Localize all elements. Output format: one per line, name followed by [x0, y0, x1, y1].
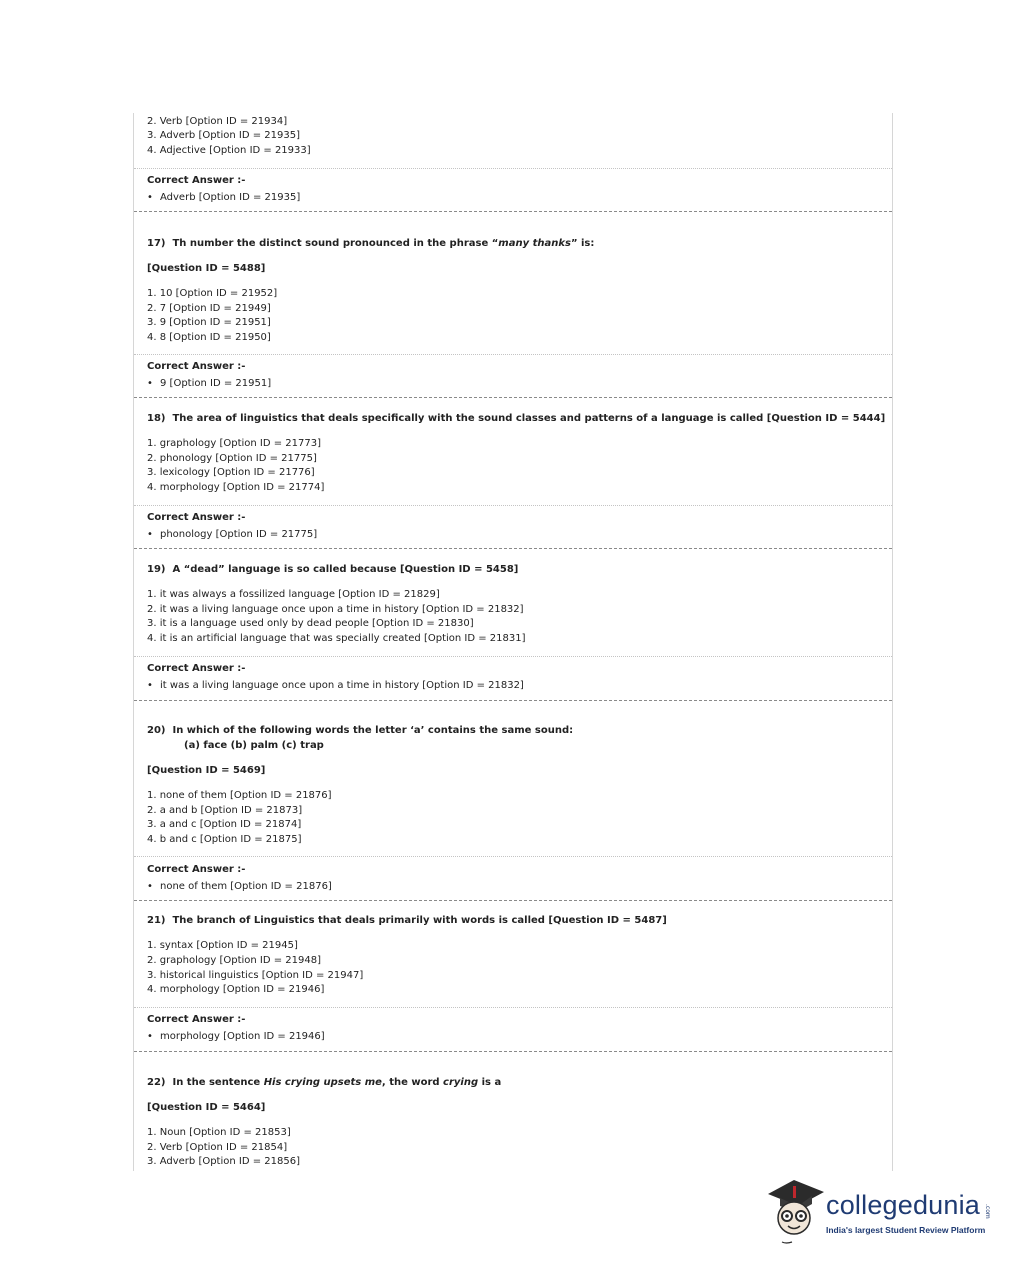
question-text-part: In which of the following words the letter ‘a’ contains the same sound:: [172, 725, 574, 736]
logo-tagline: India's largest Student Review Platform: [826, 1225, 986, 1235]
question-text: [147, 724, 573, 737]
divider: [134, 505, 892, 506]
option-item: 2. it was a living language once upon a time in history [Option ID = 21832]: [147, 604, 524, 615]
question-separator: [134, 397, 892, 398]
correct-answer: • morphology [Option ID = 21946]: [147, 1030, 325, 1043]
divider: [134, 168, 892, 169]
question-id: [Question ID = 5469]: [147, 765, 266, 776]
option-item: 4. morphology [Option ID = 21774]: [147, 482, 325, 493]
question-text-part: ” is:: [570, 238, 595, 249]
question-separator: [134, 900, 892, 901]
option-item: 3. Adverb [Option ID = 21856]: [147, 1156, 300, 1167]
question-text: [147, 1076, 501, 1089]
option-item: 4. b and c [Option ID = 21875]: [147, 834, 302, 845]
option-item: 2. a and b [Option ID = 21873]: [147, 805, 303, 816]
question-text: [147, 412, 885, 425]
option-item: 1. Noun [Option ID = 21853]: [147, 1127, 291, 1138]
mascot-icon: [764, 1176, 826, 1246]
question-text: [147, 563, 518, 576]
question-separator: [134, 700, 892, 701]
option-item: 1. 10 [Option ID = 21952]: [147, 288, 278, 299]
question-text-part: In the sentence: [172, 1077, 264, 1088]
correct-answer: • it was a living language once upon a time in history [Option ID = 21832]: [147, 679, 524, 692]
question-text-emphasis: many thanks: [498, 238, 571, 249]
question-number: 20): [147, 725, 166, 736]
question-id: [Question ID = 5464]: [147, 1102, 266, 1113]
option-item: 2. 7 [Option ID = 21949]: [147, 303, 271, 314]
option-item: 1. graphology [Option ID = 21773]: [147, 438, 322, 449]
option-item: 4. morphology [Option ID = 21946]: [147, 984, 325, 995]
question-separator: [134, 211, 892, 212]
question-text: [147, 914, 667, 927]
option-item: 2. graphology [Option ID = 21948]: [147, 955, 322, 966]
correct-answer: • phonology [Option ID = 21775]: [147, 528, 317, 541]
correct-answer-label: Correct Answer :-: [147, 864, 246, 875]
question-text: [147, 237, 594, 250]
option-item: 1. none of them [Option ID = 21876]: [147, 790, 332, 801]
question-separator: [134, 1051, 892, 1052]
option-item: 3. it is a language used only by dead people [Option ID = 21830]: [147, 618, 474, 629]
correct-answer-label: Correct Answer :-: [147, 361, 246, 372]
option-item: 4. it is an artificial language that was specially created [Option ID = 21831]: [147, 633, 526, 644]
question-number: 22): [147, 1077, 166, 1088]
option-item: 3. Adverb [Option ID = 21935]: [147, 130, 300, 141]
correct-answer-label: Correct Answer :-: [147, 663, 246, 674]
option-item: 3. historical linguistics [Option ID = 21947]: [147, 970, 364, 981]
option-item: 3. 9 [Option ID = 21951]: [147, 317, 271, 328]
question-subtext: (a) face (b) palm (c) trap: [184, 740, 324, 751]
option-item: 3. a and c [Option ID = 21874]: [147, 819, 302, 830]
question-text-part: Th number the distinct sound pronounced in the phrase “: [172, 238, 499, 249]
divider: [134, 656, 892, 657]
correct-answer-label: Correct Answer :-: [147, 1014, 246, 1025]
question-text-part: is a: [478, 1077, 502, 1088]
question-text-part: A “dead” language is so called because [Question ID = 5458]: [172, 564, 519, 575]
option-item: 1. syntax [Option ID = 21945]: [147, 940, 298, 951]
option-item: 2. phonology [Option ID = 21775]: [147, 453, 317, 464]
correct-answer-label: Correct Answer :-: [147, 512, 246, 523]
question-number: 18): [147, 413, 166, 424]
option-item: 3. lexicology [Option ID = 21776]: [147, 467, 315, 478]
option-item: 2. Verb [Option ID = 21854]: [147, 1142, 288, 1153]
question-text-part: The branch of Linguistics that deals primarily with words is called [Question ID = 5487]: [172, 915, 667, 926]
divider: [134, 354, 892, 355]
divider: [134, 1007, 892, 1008]
option-item: 2. Verb [Option ID = 21934]: [147, 116, 288, 127]
question-id: [Question ID = 5488]: [147, 263, 266, 274]
collegedunia-logo: [764, 1176, 994, 1246]
divider: [134, 856, 892, 857]
correct-answer: • Adverb [Option ID = 21935]: [147, 191, 300, 204]
question-number: 21): [147, 915, 166, 926]
question-text-part: , the word: [381, 1077, 444, 1088]
option-item: 1. it was always a fossilized language [Option ID = 21829]: [147, 589, 440, 600]
question-text-part: The area of linguistics that deals specifically with the sound classes and patterns of a language is called [Question ID = 5444]: [172, 413, 886, 424]
option-item: 4. 8 [Option ID = 21950]: [147, 332, 271, 343]
question-text-emphasis: crying: [443, 1077, 479, 1088]
question-separator: [134, 548, 892, 549]
correct-answer-label: Correct Answer :-: [147, 175, 246, 186]
question-number: 19): [147, 564, 166, 575]
question-number: 17): [147, 238, 166, 249]
logo-name: collegedunia: [826, 1190, 981, 1220]
option-item: 4. Adjective [Option ID = 21933]: [147, 145, 311, 156]
correct-answer: • none of them [Option ID = 21876]: [147, 880, 332, 893]
correct-answer: • 9 [Option ID = 21951]: [147, 377, 271, 390]
question-text-emphasis: His crying upsets me: [263, 1077, 382, 1088]
question-paper: [133, 113, 893, 1171]
logo-domain: .com: [984, 1204, 991, 1219]
